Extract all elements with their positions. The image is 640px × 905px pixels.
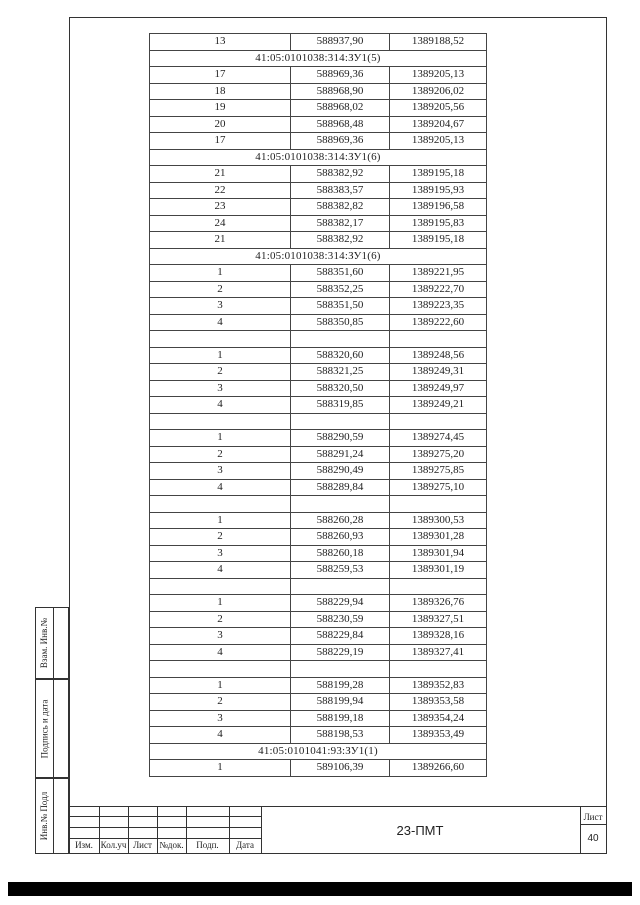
y-coordinate-cell: 1389249,21 [390,397,487,414]
empty-cell [150,661,291,678]
section-row [150,248,487,265]
table-row [150,545,487,562]
sheet-label: Лист [583,812,603,822]
table-row [150,298,487,315]
y-coordinate-cell: 1389195,18 [390,166,487,183]
y-coordinate-cell: 1389205,13 [390,67,487,84]
x-coordinate-cell: 588968,90 [291,83,390,100]
table-row [150,347,487,364]
x-coordinate-cell: 588382,92 [291,232,390,249]
x-coordinate-cell: 588229,94 [291,595,390,612]
tb-header-list: Лист [133,840,152,850]
x-coordinate-cell: 589106,39 [291,760,390,777]
y-coordinate-cell: 1389206,02 [390,83,487,100]
x-coordinate-cell: 588229,84 [291,628,390,645]
x-coordinate-cell: 588937,90 [291,34,390,51]
y-coordinate-cell: 1389266,60 [390,760,487,777]
empty-cell [291,413,390,430]
stamp-label-podpis [36,680,53,777]
y-coordinate-cell: 1389249,31 [390,364,487,381]
table-row [150,380,487,397]
y-coordinate-cell: 1389275,10 [390,479,487,496]
point-number-cell: 4 [150,479,291,496]
x-coordinate-cell: 588260,93 [291,529,390,546]
coordinates-table [149,33,487,777]
table-row [150,83,487,100]
point-number-cell: 3 [150,298,291,315]
x-coordinate-cell: 588259,53 [291,562,390,579]
point-number-cell: 2 [150,529,291,546]
frame-top-border [69,17,607,18]
point-number-cell: 21 [150,232,291,249]
y-coordinate-cell: 1389195,93 [390,182,487,199]
stamp-text-vzam: Взам. Инв.№ [39,617,50,669]
table-row [150,397,487,414]
point-number-cell: 18 [150,83,291,100]
table-row [150,446,487,463]
blank-row [150,496,487,513]
blank-row [150,413,487,430]
table-row [150,166,487,183]
section-label: 41:05:0101038:314:ЗУ1(5) [150,50,487,67]
table-row [150,133,487,150]
empty-cell [291,331,390,348]
point-number-cell: 4 [150,397,291,414]
point-number-cell: 2 [150,446,291,463]
point-number-cell: 2 [150,364,291,381]
y-coordinate-cell: 1389327,51 [390,611,487,628]
x-coordinate-cell: 588199,94 [291,694,390,711]
empty-cell [390,496,487,513]
point-number-cell: 21 [150,166,291,183]
table-row [150,116,487,133]
table-row [150,595,487,612]
x-coordinate-cell: 588260,28 [291,512,390,529]
empty-cell [291,496,390,513]
point-number-cell: 17 [150,67,291,84]
empty-cell [390,578,487,595]
table-row [150,100,487,117]
table-row [150,364,487,381]
y-coordinate-cell: 1389205,13 [390,133,487,150]
y-coordinate-cell: 1389195,83 [390,215,487,232]
y-coordinate-cell: 1389221,95 [390,265,487,282]
y-coordinate-cell: 1389353,58 [390,694,487,711]
table-row [150,199,487,216]
x-coordinate-cell: 588290,59 [291,430,390,447]
section-label: 41:05:0101038:314:ЗУ1(6) [150,248,487,265]
x-coordinate-cell: 588968,02 [291,100,390,117]
x-coordinate-cell: 588382,82 [291,199,390,216]
empty-cell [150,496,291,513]
section-label: 41:05:0101038:314:ЗУ1(6) [150,149,487,166]
x-coordinate-cell: 588351,60 [291,265,390,282]
y-coordinate-cell: 1389222,60 [390,314,487,331]
table-row [150,694,487,711]
stamp-replace-inv [35,607,69,679]
empty-cell [390,413,487,430]
x-coordinate-cell: 588320,60 [291,347,390,364]
y-coordinate-cell: 1389274,45 [390,430,487,447]
table-row [150,710,487,727]
table-row [150,611,487,628]
y-coordinate-cell: 1389327,41 [390,644,487,661]
table-row [150,314,487,331]
table-row [150,760,487,777]
y-coordinate-cell: 1389275,85 [390,463,487,480]
x-coordinate-cell: 588382,92 [291,166,390,183]
y-coordinate-cell: 1389195,18 [390,232,487,249]
point-number-cell: 2 [150,611,291,628]
point-number-cell: 19 [150,100,291,117]
point-number-cell: 1 [150,760,291,777]
stamp-label-vzam [36,608,53,678]
section-row [150,149,487,166]
x-coordinate-cell: 588199,18 [291,710,390,727]
stamp-text-inv: Инв.№ Подл [39,791,50,841]
point-number-cell: 3 [150,710,291,727]
table-row [150,529,487,546]
y-coordinate-cell: 1389354,24 [390,710,487,727]
table-row [150,34,487,51]
table-row [150,644,487,661]
table-row [150,628,487,645]
table-row [150,512,487,529]
y-coordinate-cell: 1389223,35 [390,298,487,315]
y-coordinate-cell: 1389275,20 [390,446,487,463]
table-row [150,727,487,744]
point-number-cell: 2 [150,281,291,298]
x-coordinate-cell: 588382,17 [291,215,390,232]
point-number-cell: 17 [150,133,291,150]
point-number-cell: 3 [150,545,291,562]
point-number-cell: 1 [150,430,291,447]
tb-line [580,824,607,825]
table-row [150,67,487,84]
empty-cell [390,661,487,678]
point-number-cell: 1 [150,265,291,282]
empty-cell [150,331,291,348]
x-coordinate-cell: 588199,28 [291,677,390,694]
y-coordinate-cell: 1389326,76 [390,595,487,612]
x-coordinate-cell: 588289,84 [291,479,390,496]
y-coordinate-cell: 1389204,67 [390,116,487,133]
frame-right-border [606,17,607,854]
tb-line [69,806,607,807]
table-row [150,463,487,480]
point-number-cell: 3 [150,628,291,645]
blank-row [150,331,487,348]
empty-cell [150,413,291,430]
empty-cell [291,661,390,678]
scan-bottom-bar [8,882,632,896]
x-coordinate-cell: 588968,48 [291,116,390,133]
table-row [150,677,487,694]
point-number-cell: 4 [150,314,291,331]
point-number-cell: 1 [150,347,291,364]
point-number-cell: 4 [150,727,291,744]
section-row [150,50,487,67]
empty-cell [150,578,291,595]
x-coordinate-cell: 588969,36 [291,133,390,150]
point-number-cell: 4 [150,562,291,579]
x-coordinate-cell: 588383,57 [291,182,390,199]
table-row [150,479,487,496]
y-coordinate-cell: 1389352,83 [390,677,487,694]
point-number-cell: 3 [150,380,291,397]
y-coordinate-cell: 1389196,58 [390,199,487,216]
x-coordinate-cell: 588260,18 [291,545,390,562]
blank-row [150,661,487,678]
point-number-cell: 1 [150,677,291,694]
point-number-cell: 4 [150,644,291,661]
section-row [150,743,487,760]
section-label: 41:05:0101041:93:ЗУ1(1) [150,743,487,760]
tb-header-data: Дата [236,840,254,850]
empty-cell [390,331,487,348]
point-number-cell: 1 [150,512,291,529]
y-coordinate-cell: 1389301,19 [390,562,487,579]
y-coordinate-cell: 1389249,97 [390,380,487,397]
y-coordinate-cell: 1389188,52 [390,34,487,51]
stamp-signature-date [35,679,69,778]
x-coordinate-cell: 588352,25 [291,281,390,298]
stamp-text-podpis: Подпись и дата [39,699,50,758]
table-row [150,430,487,447]
x-coordinate-cell: 588198,53 [291,727,390,744]
frame-left-border [69,17,70,854]
tb-line [69,827,261,828]
x-coordinate-cell: 588229,19 [291,644,390,661]
x-coordinate-cell: 588350,85 [291,314,390,331]
y-coordinate-cell: 1389222,70 [390,281,487,298]
y-coordinate-cell: 1389300,53 [390,512,487,529]
tb-header-podp: Подп. [196,840,219,850]
sheet-number: 40 [587,833,599,844]
x-coordinate-cell: 588290,49 [291,463,390,480]
table-row [150,281,487,298]
y-coordinate-cell: 1389248,56 [390,347,487,364]
stamp-label-inv [36,779,53,853]
y-coordinate-cell: 1389301,94 [390,545,487,562]
point-number-cell: 1 [150,595,291,612]
x-coordinate-cell: 588321,25 [291,364,390,381]
stamp-inv-original [35,778,69,854]
table-row [150,265,487,282]
tb-header-kolych: Кол.уч [100,840,127,850]
point-number-cell: 22 [150,182,291,199]
y-coordinate-cell: 1389328,16 [390,628,487,645]
point-number-cell: 13 [150,34,291,51]
x-coordinate-cell: 588319,85 [291,397,390,414]
table-row [150,182,487,199]
tb-header-izm: Изм. [75,840,93,850]
point-number-cell: 3 [150,463,291,480]
x-coordinate-cell: 588969,36 [291,67,390,84]
point-number-cell: 20 [150,116,291,133]
tb-header-ndok: №док. [159,840,184,850]
y-coordinate-cell: 1389301,28 [390,529,487,546]
x-coordinate-cell: 588351,50 [291,298,390,315]
y-coordinate-cell: 1389205,56 [390,100,487,117]
point-number-cell: 24 [150,215,291,232]
x-coordinate-cell: 588291,24 [291,446,390,463]
y-coordinate-cell: 1389353,49 [390,727,487,744]
x-coordinate-cell: 588230,59 [291,611,390,628]
table-row [150,562,487,579]
x-coordinate-cell: 588320,50 [291,380,390,397]
document-code: 23-ПМТ [396,823,444,838]
point-number-cell: 23 [150,199,291,216]
table-row [150,232,487,249]
blank-row [150,578,487,595]
table-row [150,215,487,232]
point-number-cell: 2 [150,694,291,711]
tb-line [69,816,261,817]
empty-cell [291,578,390,595]
coordinates-table-body [150,34,487,777]
